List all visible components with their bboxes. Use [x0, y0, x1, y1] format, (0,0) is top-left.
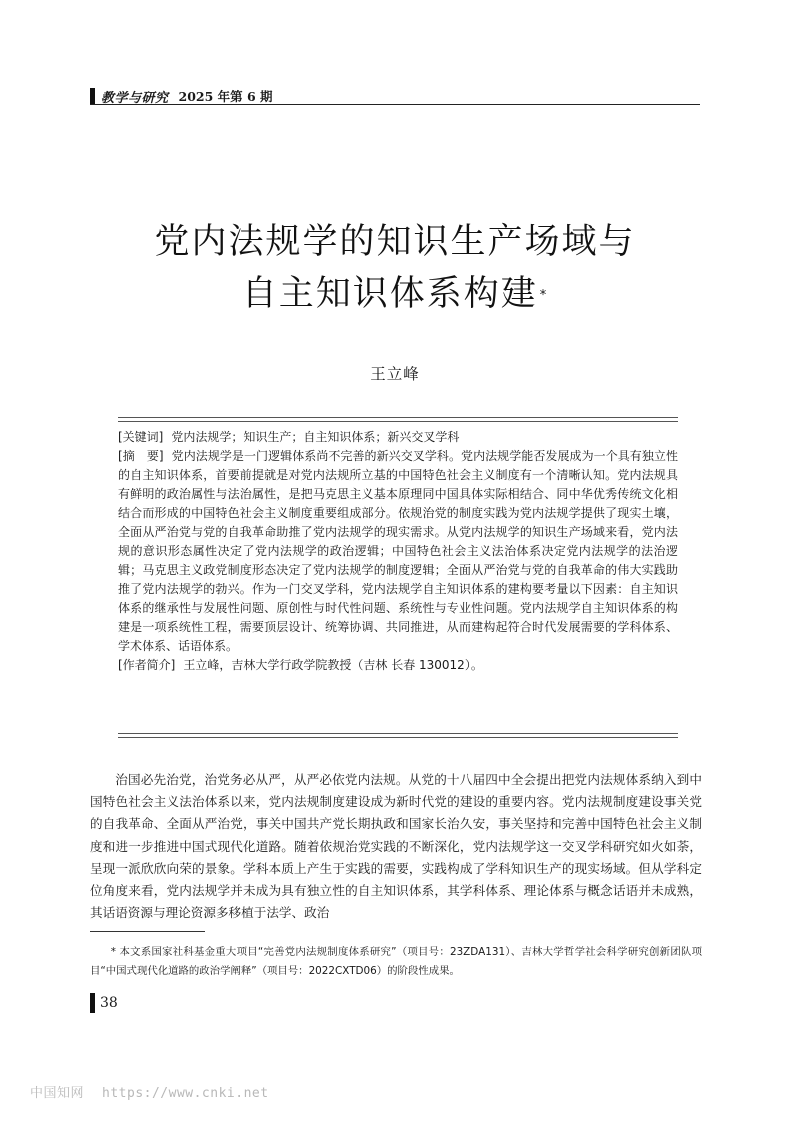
header-rule [90, 104, 700, 105]
watermark-site: 中国知网 [30, 1086, 85, 1101]
header-mark [90, 88, 95, 104]
abstract-bottom-rule [118, 733, 678, 738]
footnote: * 本文系国家社科基金重大项目“完善党内法规制度体系研究”（项目号：23ZDA131）、吉林大学哲学社会科学研究创新团队项目“中国式现代化道路的政治学阐释”（项目号：2022CXTD06）的阶段性成果。 [90, 946, 702, 977]
footnote-rule [90, 931, 205, 932]
page-number-text: 38 [100, 995, 118, 1011]
journal-name: 教学与研究 [101, 90, 169, 106]
title-line-1: 党内法规学的知识生产场域与 [154, 222, 636, 262]
page-number [90, 992, 118, 1014]
page-mark [90, 993, 95, 1013]
summary-text: 党内法规学是一门逻辑体系尚不完善的新兴交叉学科。党内法规学能否发展成为一个具有独立性的自主知识体系，首要前提就是对党内法规所立基的中国特色社会主义制度有一个清晰认知。党内法规具有鲜明的政治属性与法治属性，是把马克思主义基本原理同中国具体实际相结合、同中华优秀传统文化相结合而形成的中国特色社会主义制度重要组成部分。依规治党的制度实践为党内法规学提供了现实土壤，全面从严治党与党的自我革命助推了党内法规学的现实需求。从党内法规学的知识生产场域来看，党内法规的意识形态属性决定了党内法规学的政治逻辑；中国特色社会主义法治体系决定党内法规学的法治逻辑；马克思主义政党制度形态决定了党内法规学的制度逻辑；全面从严治党与党的自我革命的伟大实践助推了党内法规学的勃兴。作为一门交叉学科，党内法规学自主知识体系的建构要考量以下因素：自主知识体系的继承性与发展性问题、原创性与时代性问题、系统性与专业性问题。党内法规学自主知识体系的构建是一项系统性工程，需要顶层设计、统筹协调、共同推进，从而建构起符合时代发展需要的学科体系、学术体系、话语体系。 [118, 449, 678, 653]
article-title [90, 216, 700, 320]
author-info-text: 王立峰，吉林大学行政学院教授（吉林 长春 130012）。 [183, 658, 483, 672]
abstract-block [118, 428, 678, 675]
issue-info: 2025 年第 6 期 [178, 89, 273, 104]
running-header [90, 86, 700, 106]
title-line-2-text: 自主知识体系构建 [241, 274, 538, 314]
keywords [118, 428, 678, 447]
keywords-text: 党内法规学；知识生产；自主知识体系；新兴交叉学科 [171, 430, 460, 444]
summary-label: [摘 要] [118, 449, 164, 463]
body-paragraph: 治国必先治党，治党务必从严，从严必依党内法规。从党的十八届四中全会提出把党内法规体系纳入到中国特色社会主义法治体系以来，党内法规制度建设成为新时代党的建设的重要内容。党内法规制度建设事关党的自我革命、全面从严治党，事关中国共产党长期执政和国家长治久安，事关坚持和完善中国特色社会主义制度和进一步推进中国式现代化道路。随着依规治党实践的不断深化，党内法规学这一交叉学科研究如火如荼，呈现一派欣欣向荣的景象。学科本质上产生于实践的需要，实践构成了学科知识生产的现实场域。但从学科定位角度来看，党内法规学并未成为具有独立性的自主知识体系，其学科体系、理论体系与概念话语并未成熟，其话语资源与理论资源多移植于法学、政治 [90, 772, 702, 921]
watermark-url: https://www.cnki.net [102, 1086, 269, 1101]
title-line-2 [90, 268, 700, 320]
keywords-label: [关键词] [118, 430, 164, 444]
watermark [30, 1082, 269, 1101]
author-info [118, 656, 678, 675]
title-footnote-marker: * [539, 288, 549, 303]
summary [118, 447, 678, 656]
abstract-top-rule [118, 417, 678, 422]
author-info-label: [作者简介] [118, 658, 176, 672]
author-name: 王立峰 [370, 365, 420, 383]
